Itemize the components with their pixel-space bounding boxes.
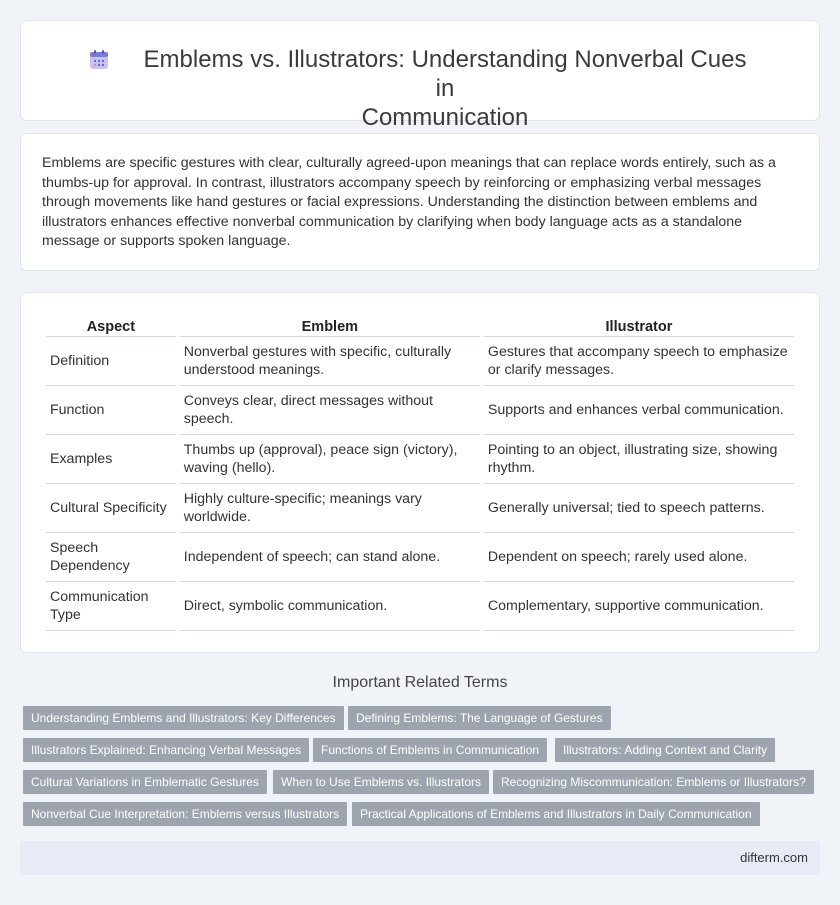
related-term-tag[interactable]: Illustrators: Adding Context and Clarity <box>555 738 775 762</box>
table-row <box>46 484 794 533</box>
footer <box>20 841 820 875</box>
header-card <box>20 20 820 131</box>
related-term-tag[interactable]: When to Use Emblems vs. Illustrators <box>273 770 489 794</box>
table-row <box>46 435 794 484</box>
table-cell: Communication Type <box>46 582 176 631</box>
related-term-tag[interactable]: Cultural Variations in Emblematic Gestures <box>23 770 267 794</box>
comparison-table-card <box>20 292 820 653</box>
related-term-tag[interactable]: Illustrators Explained: Enhancing Verbal Messages <box>23 738 309 762</box>
title-wrap <box>21 45 819 132</box>
table-cell: Highly culture-specific; meanings vary worldwide. <box>180 484 480 533</box>
table-cell: Gestures that accompany speech to emphasize or clarify messages. <box>484 337 794 386</box>
table-header-row <box>46 315 794 337</box>
header-aspect: Aspect <box>46 315 176 337</box>
related-term-tag[interactable]: Nonverbal Cue Interpretation: Emblems versus Illustrators <box>23 802 347 826</box>
table-cell: Thumbs up (approval), peace sign (victory), waving (hello). <box>180 435 480 484</box>
table-row <box>46 386 794 435</box>
table-cell: Function <box>46 386 176 435</box>
intro-card <box>20 133 820 271</box>
table-row <box>46 533 794 582</box>
table-cell: Dependent on speech; rarely used alone. <box>484 533 794 582</box>
table-cell: Generally universal; tied to speech patterns. <box>484 484 794 533</box>
table-cell: Direct, symbolic communication. <box>180 582 480 631</box>
intro-text: Emblems are specific gestures with clear, culturally agreed-upon meanings that can replace words entirely, such as a thumbs-up for approval. In contrast, illustrators accompany speech by reinforcing or emphasizing verbal messages through movements like hand gestures or facial expressions. Understanding the distinction between emblems and illustrators enhances effective nonverbal communication by clarifying when body language acts as a standalone message or supports spoken language. <box>42 155 776 249</box>
related-term-tag[interactable]: Defining Emblems: The Language of Gestures <box>348 706 611 730</box>
calendar-icon <box>87 48 111 72</box>
page-title <box>21 45 819 132</box>
comparison-table <box>42 315 798 631</box>
related-term-tag[interactable]: Recognizing Miscommunication: Emblems or Illustrators? <box>493 770 814 794</box>
table-cell: Supports and enhances verbal communication. <box>484 386 794 435</box>
site-name[interactable]: difterm.com <box>740 850 808 865</box>
table-cell: Independent of speech; can stand alone. <box>180 533 480 582</box>
header-illustrator: Illustrator <box>484 315 794 337</box>
table-cell: Examples <box>46 435 176 484</box>
page-title-line1: Emblems vs. Illustrators: Understanding Nonverbal Cues in <box>143 46 747 102</box>
table-row <box>46 337 794 386</box>
table-cell: Complementary, supportive communication. <box>484 582 794 631</box>
table-cell: Nonverbal gestures with specific, culturally understood meanings. <box>180 337 480 386</box>
header-emblem: Emblem <box>180 315 480 337</box>
table-cell: Pointing to an object, illustrating size, showing rhythm. <box>484 435 794 484</box>
related-term-tag[interactable]: Functions of Emblems in Communication <box>313 738 547 762</box>
page-title-line2: Communication <box>361 104 529 131</box>
related-term-tag[interactable]: Understanding Emblems and Illustrators: Key Differences <box>23 706 344 730</box>
table-cell: Conveys clear, direct messages without speech. <box>180 386 480 435</box>
related-terms-title: Important Related Terms <box>332 674 508 691</box>
table-cell: Cultural Specificity <box>46 484 176 533</box>
table-row <box>46 582 794 631</box>
table-cell: Definition <box>46 337 176 386</box>
table-cell: Speech Dependency <box>46 533 176 582</box>
related-term-tag[interactable]: Practical Applications of Emblems and Illustrators in Daily Communication <box>352 802 760 826</box>
